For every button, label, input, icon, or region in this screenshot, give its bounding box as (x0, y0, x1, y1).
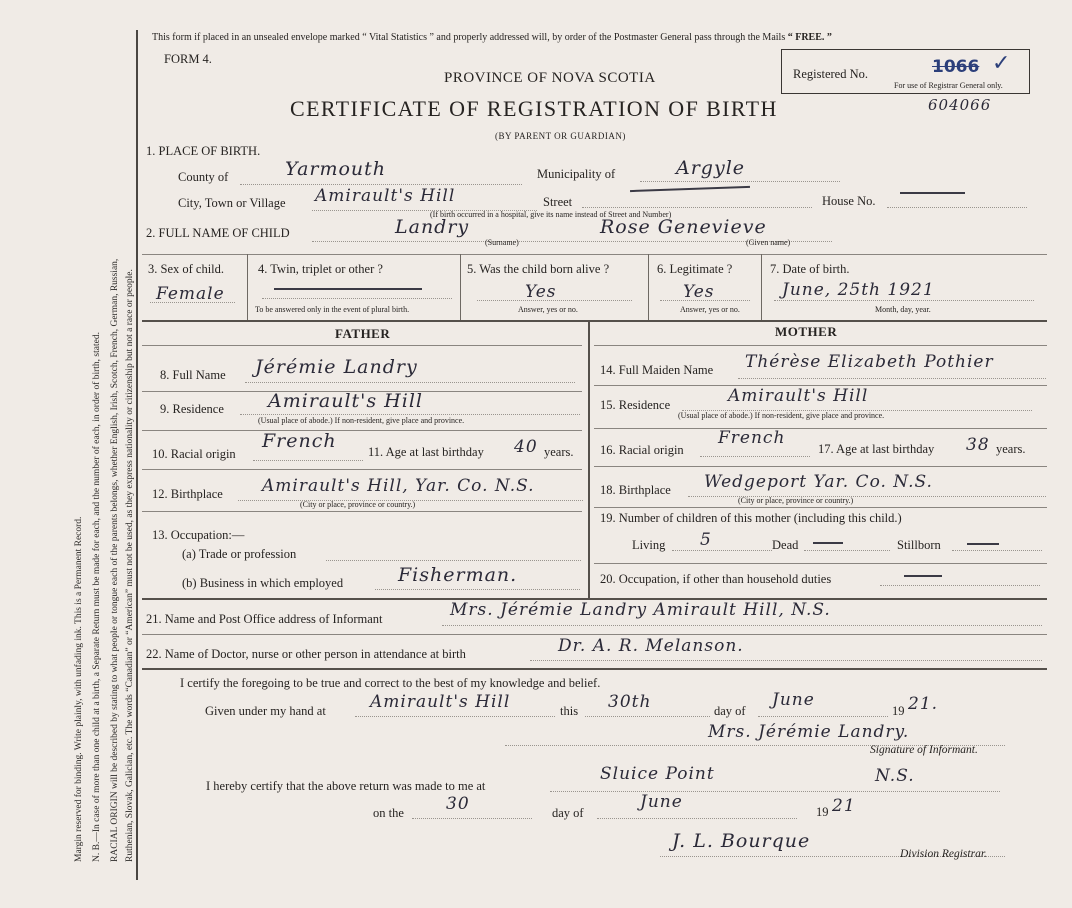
father-name: Jérémie Landry (255, 356, 418, 378)
registrar-place: Sluice Point (600, 764, 715, 784)
street-label: Street (543, 195, 573, 209)
registrar-day: 30 (446, 794, 470, 814)
on-label: on the (373, 806, 404, 820)
informant-label: 21. Name and Post Office address of Informant (146, 612, 383, 626)
mother-res-note: (Usual place of abode.) If non-resident, give place and province. (678, 411, 885, 420)
certify-year: 21. (908, 694, 939, 714)
registrar-month: June (640, 792, 683, 812)
registrar-text: I hereby certify that the above return was made to me at (206, 779, 486, 793)
father-res-note: (Usual place of abode.) If non-resident, give place and province. (258, 416, 465, 425)
certify-month: June (772, 690, 815, 710)
doctor-value: Dr. A. R. Melanson. (558, 636, 744, 656)
living-value: 5 (700, 530, 712, 550)
alive-note: Answer, yes or no. (518, 305, 578, 314)
house-dash (900, 192, 965, 194)
mother-years: years. (996, 442, 1026, 456)
mother-birthplace-label: 18. Birthplace (600, 483, 671, 497)
surname-note: (Surname) (485, 238, 519, 247)
registered-note: For use of Registrar General only. (894, 81, 1003, 90)
date-note: Month, day, year. (875, 305, 931, 314)
mother-age-label: 17. Age at last birthday (818, 442, 935, 456)
date-value: June, 25th 1921 (782, 280, 935, 300)
child-name-label: 2. FULL NAME OF CHILD (146, 226, 290, 240)
informant-value: Mrs. Jérémie Landry Amirault Hill, N.S. (450, 600, 831, 620)
given-note: (Given name) (746, 238, 791, 247)
registered-label: Registered No. (793, 67, 868, 81)
municipality-value: Argyle (676, 157, 746, 179)
stillborn-label: Stillborn (897, 538, 941, 552)
father-years: years. (544, 445, 574, 459)
father-res-label: 9. Residence (160, 402, 224, 416)
margin-note-1: Margin reserved for binding. Write plainly, with unfading ink. This is a Permanent Record. (74, 516, 84, 862)
margin-note-3: RACIAL ORIGIN will be described by stating to what people or tongue each of the parents belongs, whether English, Irish, Scotch, French, German, Russian, (110, 258, 120, 862)
mother-name: Thérèse Elizabeth Pothier (745, 352, 994, 372)
dead-label: Dead (772, 538, 799, 552)
legit-note: Answer, yes or no. (680, 305, 740, 314)
certify-year-prefix: 19 (892, 704, 905, 718)
father-racial-label: 10. Racial origin (152, 447, 236, 461)
province-heading: PROVINCE OF NOVA SCOTIA (444, 70, 656, 86)
registrar-dayof-label: day of (552, 806, 584, 820)
form-number: FORM 4. (164, 52, 212, 66)
hospital-note: (If birth occurred in a hospital, give its name instead of Street and Number) (430, 210, 672, 219)
free-notice: This form if placed in an unsealed envelope marked “ Vital Statistics ” and properly addressed will, by order of the Postmaster General pass through the Mails “ FREE. ” (152, 32, 832, 43)
this-label: this (560, 704, 579, 718)
check-icon: ✓ (992, 50, 1011, 75)
father-occ-label: 13. Occupation:— (152, 528, 245, 542)
legit-label: 6. Legitimate ? (657, 262, 733, 276)
twin-note: To be answered only in the event of plural birth. (255, 305, 410, 314)
given-label: Given under my hand at (205, 704, 326, 718)
mother-birthplace: Wedgeport Yar. Co. N.S. (704, 472, 933, 492)
stillborn-dash (967, 543, 999, 545)
page-title: CERTIFICATE OF REGISTRATION OF BIRTH (290, 96, 778, 121)
county-label: County of (178, 170, 229, 184)
registered-number: 1066 (932, 57, 980, 77)
place-heading: 1. PLACE OF BIRTH. (146, 144, 261, 158)
free-word: “ FREE. ” (787, 32, 832, 43)
binding-margin-line (136, 30, 138, 880)
registrar-place-suffix: N.S. (875, 766, 915, 786)
father-name-label: 8. Full Name (160, 368, 226, 382)
mother-occ-dash (904, 575, 942, 577)
dayof-label: day of (714, 704, 746, 718)
father-bp-note: (City or place, province or country.) (300, 500, 416, 509)
certify-place: Amirault's Hill (370, 692, 511, 712)
mother-bp-note: (City or place, province or country.) (738, 496, 854, 505)
father-age: 40 (514, 437, 538, 457)
father-racial: French (262, 430, 337, 452)
city-label: City, Town or Village (178, 196, 286, 210)
certify-text: I certify the foregoing to be true and correct to the best of my knowledge and belief. (180, 676, 601, 690)
alive-label: 5. Was the child born alive ? (467, 262, 610, 276)
municipality-label: Municipality of (537, 167, 616, 181)
twin-dash (274, 288, 422, 290)
business-label: (b) Business in which employed (182, 576, 344, 590)
registrar-signature: J. L. Bourque (672, 830, 811, 852)
mother-racial-label: 16. Racial origin (600, 443, 684, 457)
mother-occ-label: 20. Occupation, if other than household duties (600, 572, 832, 586)
twin-label: 4. Twin, triplet or other ? (258, 262, 383, 276)
date-label: 7. Date of birth. (770, 262, 850, 276)
mother-name-label: 14. Full Maiden Name (600, 363, 714, 377)
street-dash (630, 186, 750, 192)
dead-dash (813, 542, 843, 544)
child-given-name: Rose Genevieve (600, 216, 767, 238)
margin-note-2: N. B.—In case of more than one child at a birth, a Separate Return must be made for each, and the number of each, in order of birth, stated. (92, 332, 102, 862)
alive-value: Yes (525, 282, 557, 302)
city-value: Amirault's Hill (315, 186, 456, 206)
mother-age: 38 (966, 435, 990, 455)
margin-note-4: Ruthenian, Slovak, Galician, etc. The words “Canadian” or “American” must not be used, as they express nationality or citizenship but not a race or people. (125, 269, 135, 862)
father-heading: FATHER (335, 326, 391, 341)
sex-label: 3. Sex of child. (148, 262, 225, 276)
certify-day: 30th (608, 692, 652, 712)
page-subtitle: (BY PARENT OR GUARDIAN) (495, 131, 626, 141)
father-business: Fisherman. (398, 564, 518, 586)
registered-box (781, 49, 1030, 94)
registrar-year-prefix: 19 (816, 805, 829, 819)
mother-res-label: 15. Residence (600, 398, 671, 412)
registrar-year: 21 (832, 796, 856, 816)
signature-label: Signature of Informant. (870, 744, 978, 756)
father-age-label: 11. Age at last birthday (368, 445, 484, 459)
mother-heading: MOTHER (775, 324, 838, 339)
children-label: 19. Number of children of this mother (including this child.) (600, 511, 902, 525)
child-surname: Landry (395, 216, 470, 238)
living-label: Living (632, 538, 666, 552)
division-registrar-label: Division Registrar. (900, 848, 987, 860)
father-residence: Amirault's Hill (268, 390, 423, 412)
mother-racial: French (718, 428, 786, 448)
trade-label: (a) Trade or profession (182, 547, 297, 561)
informant-signature: Mrs. Jérémie Landry. (708, 722, 910, 742)
county-value: Yarmouth (285, 158, 387, 180)
sex-value: Female (156, 284, 225, 304)
father-birthplace-label: 12. Birthplace (152, 487, 223, 501)
registered-handwritten: 604066 (928, 96, 992, 114)
legit-value: Yes (683, 282, 715, 302)
house-label: House No. (822, 194, 876, 208)
doctor-label: 22. Name of Doctor, nurse or other person in attendance at birth (146, 647, 466, 661)
mother-residence: Amirault's Hill (728, 386, 869, 406)
father-birthplace: Amirault's Hill, Yar. Co. N.S. (262, 476, 535, 496)
